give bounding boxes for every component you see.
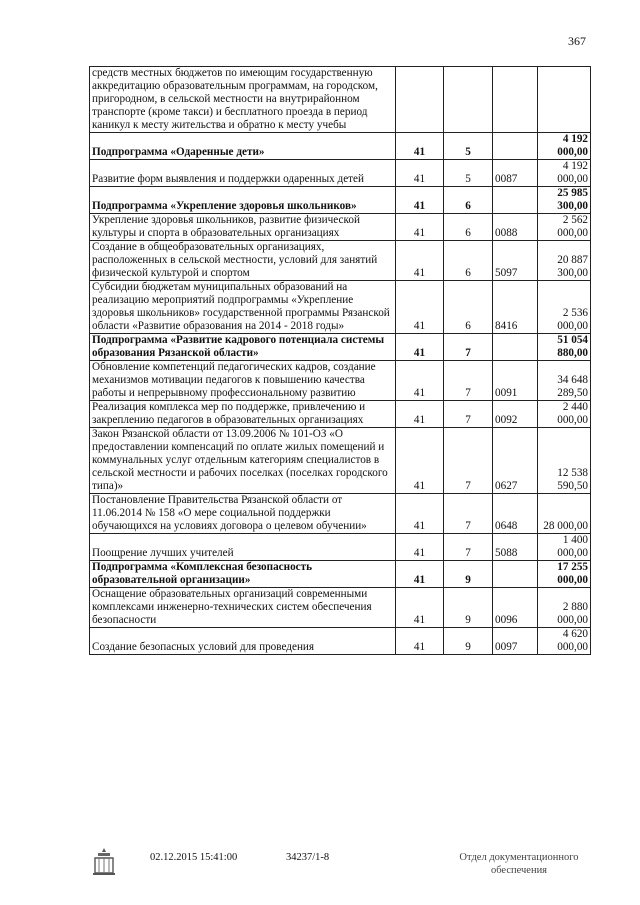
row-code2-cell: 6 bbox=[444, 214, 493, 241]
budget-table bbox=[89, 66, 591, 655]
row-code1-cell: 41 bbox=[396, 628, 444, 655]
row-code1-cell: 41 bbox=[396, 241, 444, 281]
row-code1-cell: 41 bbox=[396, 494, 444, 534]
page-number: 367 bbox=[568, 34, 586, 48]
table-row bbox=[90, 241, 591, 281]
row-code3-cell bbox=[493, 67, 538, 133]
row-code2-cell: 6 bbox=[444, 187, 493, 214]
table-row bbox=[90, 67, 591, 133]
footer-doc-id: 34237/1-8 bbox=[286, 852, 330, 863]
row-amount-cell: 17 255 000,00 bbox=[538, 561, 591, 588]
row-name-cell: средств местных бюджетов по имеющим государственную аккредитацию образовательным программам, на городском, пригородном, в сельской местности на внутрирайонном транспорте (кроме такси) и бесплатного проезда в период каникул к месту жительства и обратно к месту учебы bbox=[90, 67, 396, 133]
row-amount-cell bbox=[538, 67, 591, 133]
row-amount-cell: 51 054 880,00 bbox=[538, 334, 591, 361]
row-code1-cell: 41 bbox=[396, 428, 444, 494]
row-amount-cell: 2 440 000,00 bbox=[538, 401, 591, 428]
row-name-cell: Оснащение образовательных организаций современными комплексами инженерно-технических систем обеспечения безопасности bbox=[90, 588, 396, 628]
row-name-cell: Поощрение лучших учителей bbox=[90, 534, 396, 561]
row-code2-cell: 5 bbox=[444, 133, 493, 160]
emblem-icon bbox=[92, 846, 116, 876]
table-row bbox=[90, 534, 591, 561]
row-code3-cell: 0091 bbox=[493, 361, 538, 401]
table-row bbox=[90, 281, 591, 334]
row-code1-cell: 41 bbox=[396, 133, 444, 160]
row-code2-cell: 9 bbox=[444, 628, 493, 655]
table-row bbox=[90, 214, 591, 241]
row-code1-cell: 41 bbox=[396, 281, 444, 334]
row-amount-cell: 4 192 000,00 bbox=[538, 160, 591, 187]
row-amount-cell: 4 192 000,00 bbox=[538, 133, 591, 160]
row-code1-cell: 41 bbox=[396, 401, 444, 428]
row-code2-cell: 7 bbox=[444, 534, 493, 561]
row-name-cell: Подпрограмма «Одаренные дети» bbox=[90, 133, 396, 160]
row-name-cell: Реализация комплекса мер по поддержке, привлечению и закреплению педагогов в образовательных организациях bbox=[90, 401, 396, 428]
table-row bbox=[90, 361, 591, 401]
table-row bbox=[90, 133, 591, 160]
row-code1-cell: 41 bbox=[396, 561, 444, 588]
table-row bbox=[90, 187, 591, 214]
footer-office-stamp: Отдел документационного обеспечения bbox=[459, 852, 579, 876]
row-code3-cell bbox=[493, 133, 538, 160]
table-row bbox=[90, 561, 591, 588]
row-amount-cell: 4 620 000,00 bbox=[538, 628, 591, 655]
row-amount-cell: 2 880 000,00 bbox=[538, 588, 591, 628]
row-code2-cell: 7 bbox=[444, 401, 493, 428]
row-name-cell: Обновление компетенций педагогических кадров, создание механизмов мотивации педагогов к повышению качества работы и непрерывному профессиональному развитию bbox=[90, 361, 396, 401]
row-name-cell: Создание безопасных условий для проведения bbox=[90, 628, 396, 655]
table-row bbox=[90, 428, 591, 494]
row-code1-cell: 41 bbox=[396, 534, 444, 561]
row-code1-cell: 41 bbox=[396, 187, 444, 214]
row-code2-cell: 9 bbox=[444, 588, 493, 628]
row-amount-cell: 2 536 000,00 bbox=[538, 281, 591, 334]
row-amount-cell: 25 985 300,00 bbox=[538, 187, 591, 214]
row-amount-cell: 34 648 289,50 bbox=[538, 361, 591, 401]
row-name-cell: Создание в общеобразовательных организациях, расположенных в сельской местности, условий для занятий физической культурой и спортом bbox=[90, 241, 396, 281]
row-code1-cell: 41 bbox=[396, 361, 444, 401]
row-code3-cell: 0627 bbox=[493, 428, 538, 494]
row-code3-cell: 0097 bbox=[493, 628, 538, 655]
row-name-cell: Укрепление здоровья школьников, развитие физической культуры и спорта в образовательных организациях bbox=[90, 214, 396, 241]
row-code2-cell: 7 bbox=[444, 494, 493, 534]
row-code2-cell: 6 bbox=[444, 281, 493, 334]
row-code3-cell: 5097 bbox=[493, 241, 538, 281]
table-row bbox=[90, 334, 591, 361]
table-row bbox=[90, 494, 591, 534]
row-code3-cell: 0092 bbox=[493, 401, 538, 428]
row-code3-cell bbox=[493, 334, 538, 361]
row-amount-cell: 20 887 300,00 bbox=[538, 241, 591, 281]
row-code1-cell: 41 bbox=[396, 588, 444, 628]
row-code3-cell: 5088 bbox=[493, 534, 538, 561]
row-code2-cell bbox=[444, 67, 493, 133]
row-code2-cell: 7 bbox=[444, 334, 493, 361]
row-amount-cell: 1 400 000,00 bbox=[538, 534, 591, 561]
row-code3-cell: 0088 bbox=[493, 214, 538, 241]
table-row bbox=[90, 588, 591, 628]
row-amount-cell: 2 562 000,00 bbox=[538, 214, 591, 241]
row-code2-cell: 6 bbox=[444, 241, 493, 281]
row-code3-cell bbox=[493, 187, 538, 214]
table-row bbox=[90, 401, 591, 428]
row-code2-cell: 9 bbox=[444, 561, 493, 588]
row-name-cell: Подпрограмма «Укрепление здоровья школьников» bbox=[90, 187, 396, 214]
row-name-cell: Развитие форм выявления и поддержки одаренных детей bbox=[90, 160, 396, 187]
row-code1-cell: 41 bbox=[396, 160, 444, 187]
row-code3-cell: 8416 bbox=[493, 281, 538, 334]
row-code1-cell bbox=[396, 67, 444, 133]
row-code2-cell: 7 bbox=[444, 428, 493, 494]
table-row bbox=[90, 160, 591, 187]
row-amount-cell: 12 538 590,50 bbox=[538, 428, 591, 494]
row-code1-cell: 41 bbox=[396, 214, 444, 241]
row-code3-cell bbox=[493, 561, 538, 588]
footer-timestamp: 02.12.2015 15:41:00 bbox=[150, 852, 238, 863]
row-code3-cell: 0087 bbox=[493, 160, 538, 187]
row-name-cell: Подпрограмма «Комплексная безопасность образовательной организации» bbox=[90, 561, 396, 588]
row-name-cell: Подпрограмма «Развитие кадрового потенциала системы образования Рязанской области» bbox=[90, 334, 396, 361]
row-code2-cell: 7 bbox=[444, 361, 493, 401]
row-code1-cell: 41 bbox=[396, 334, 444, 361]
row-code3-cell: 0096 bbox=[493, 588, 538, 628]
table-row bbox=[90, 628, 591, 655]
row-name-cell: Субсидии бюджетам муниципальных образований на реализацию мероприятий подпрограммы «Укрепление здоровья школьников» государственной программы Рязанской области «Развитие образования на 2014 - 2018 годы» bbox=[90, 281, 396, 334]
row-code2-cell: 5 bbox=[444, 160, 493, 187]
row-name-cell: Закон Рязанской области от 13.09.2006 № 101-ОЗ «О предоставлении компенсаций по оплате жилых помещений и коммунальных услуг отдельным категориям специалистов в сельской местности и рабочих поселках (поселках городского типа)» bbox=[90, 428, 396, 494]
row-name-cell: Постановление Правительства Рязанской области от 11.06.2014 № 158 «О мере социальной поддержки обучающихся на условиях договора о целевом обучении» bbox=[90, 494, 396, 534]
row-code3-cell: 0648 bbox=[493, 494, 538, 534]
row-amount-cell: 28 000,00 bbox=[538, 494, 591, 534]
